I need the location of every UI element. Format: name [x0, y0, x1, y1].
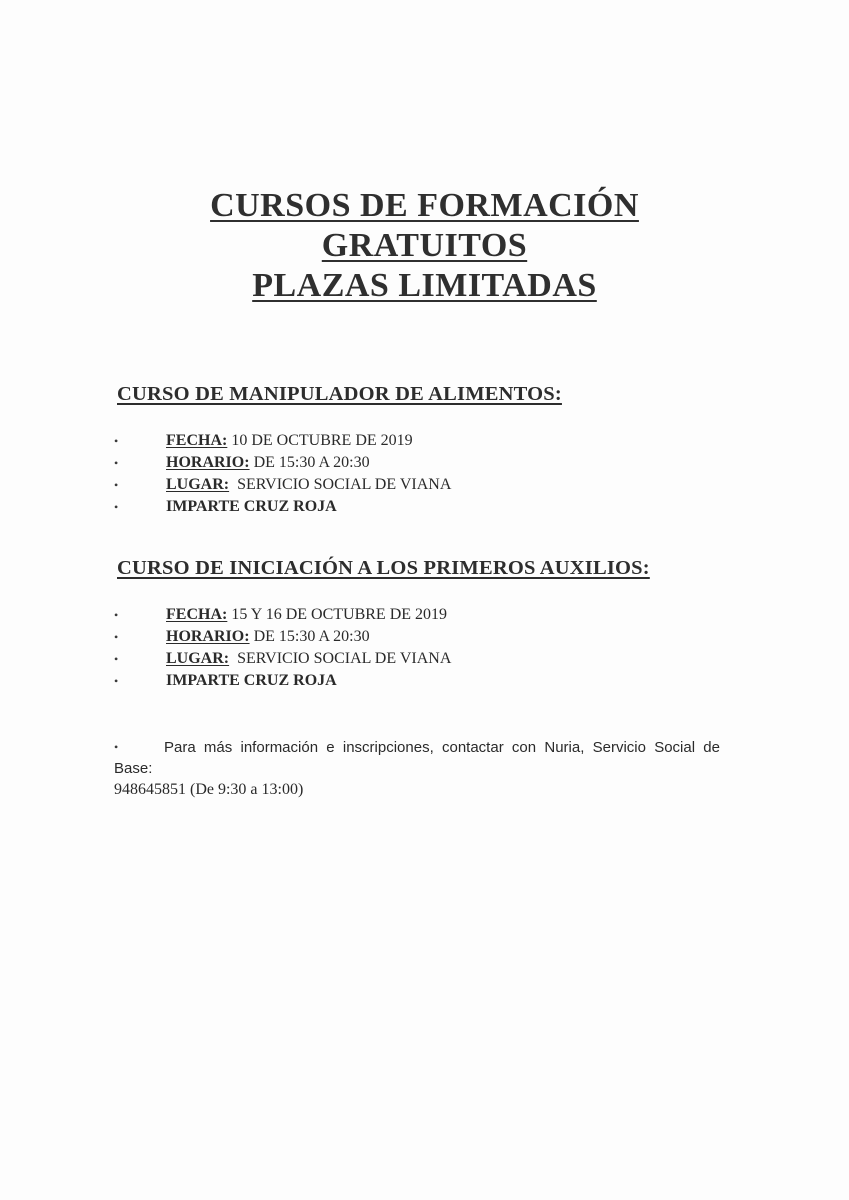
horario-value: DE 15:30 A 20:30 — [249, 628, 370, 645]
fecha-value: 10 DE OCTUBRE DE 2019 — [227, 432, 413, 449]
main-title — [0, 186, 849, 306]
bullet-icon: • — [114, 608, 119, 622]
imparte-text: IMPARTE CRUZ ROJA — [166, 672, 337, 689]
fecha-value: 15 Y 16 DE OCTUBRE DE 2019 — [227, 606, 448, 623]
fecha-label: FECHA: — [166, 432, 228, 449]
info-text-line-1: Para más información e inscripciones, contactar con Nuria, Servicio Social de — [164, 739, 720, 756]
bullet-icon: • — [114, 740, 119, 754]
imparte-text: IMPARTE CRUZ ROJA — [166, 498, 337, 515]
info-text-line-2: Base: — [114, 760, 153, 777]
bullet-icon: • — [114, 500, 119, 514]
horario-label: HORARIO: — [166, 628, 250, 645]
contact-info — [114, 737, 720, 800]
fecha-label: FECHA: — [166, 606, 228, 623]
contact-phone: 948645851 (De 9:30 a 13:00) — [114, 781, 304, 798]
lugar-label: LUGAR: — [166, 650, 230, 667]
lugar-value: SERVICIO SOCIAL DE VIANA — [229, 650, 452, 667]
title-line-1: CURSOS DE FORMACIÓN — [210, 187, 639, 224]
lugar-value: SERVICIO SOCIAL DE VIANA — [229, 476, 452, 493]
horario-label: HORARIO: — [166, 454, 250, 471]
title-line-3: PLAZAS LIMITADAS — [252, 267, 597, 304]
bullet-icon: • — [114, 456, 119, 470]
bullet-icon: • — [114, 478, 119, 492]
bullet-icon: • — [114, 434, 119, 448]
lugar-label: LUGAR: — [166, 476, 230, 493]
course-2-title: CURSO DE INICIACIÓN A LOS PRIMEROS AUXILIOS: — [117, 557, 650, 579]
course-1-title: CURSO DE MANIPULADOR DE ALIMENTOS: — [117, 383, 562, 405]
title-line-2: GRATUITOS — [321, 227, 528, 264]
horario-value: DE 15:30 A 20:30 — [249, 454, 370, 471]
bullet-icon: • — [114, 674, 119, 688]
bullet-icon: • — [114, 630, 119, 644]
bullet-icon: • — [114, 652, 119, 666]
